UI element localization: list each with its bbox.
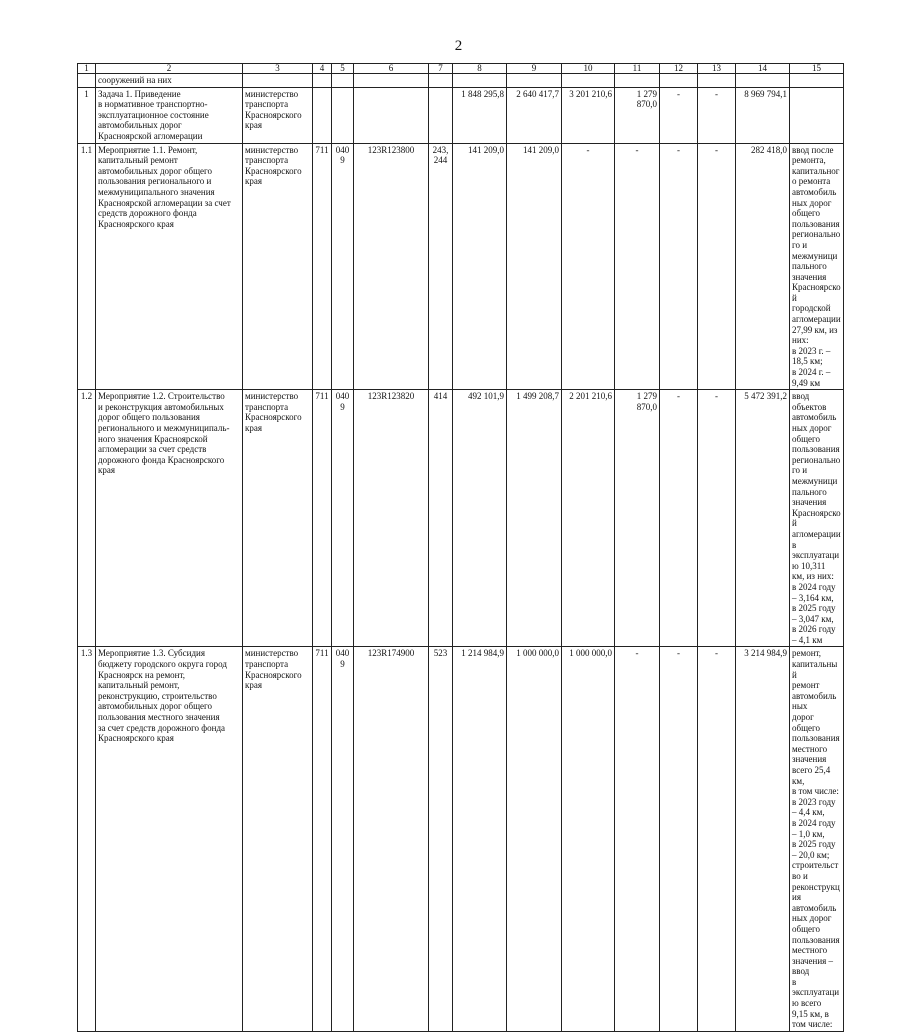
row-rzpr: 0409	[332, 390, 354, 647]
row-year-2: 2 640 417,7	[507, 87, 562, 143]
row-vr: 523	[429, 647, 453, 1031]
row-year-1: 1 214 984,9	[453, 647, 507, 1031]
row-year-1: 141 209,0	[453, 143, 507, 390]
row-rzpr: 0409	[332, 647, 354, 1031]
row-grbs: 711	[313, 647, 332, 1031]
row-year-1: 1 848 295,8	[453, 87, 507, 143]
row-number: 1.3	[78, 647, 96, 1031]
row-year-3: 3 201 210,6	[562, 87, 615, 143]
column-header: 7	[429, 64, 453, 74]
column-header: 13	[698, 64, 736, 74]
row-csr	[354, 87, 429, 143]
row-total: 282 418,0	[736, 143, 790, 390]
table-row	[78, 390, 844, 647]
row-year-6: -	[698, 143, 736, 390]
row-year-3: 1 000 000,0	[562, 647, 615, 1031]
row-title: Мероприятие 1.2. Строительство и реконструкция автомобильных дорог общего пользования регионального и межмуниципаль- ного значения Красноярской агломерации за счет средств дорожного фонда Красноярского края	[96, 390, 243, 647]
column-header: 11	[615, 64, 660, 74]
continuation-text: сооружений на них	[96, 74, 243, 88]
row-grbs: 711	[313, 390, 332, 647]
row-total: 8 969 794,1	[736, 87, 790, 143]
row-year-3: -	[562, 143, 615, 390]
row-year-5: -	[660, 390, 698, 647]
row-title: Мероприятие 1.1. Ремонт, капитальный ремонт автомобильных дорог общего пользования регионального и межмуниципального значения Красноярской агломерации за счет средств дорожного фонда Красноярского края	[96, 143, 243, 390]
row-title: Задача 1. Приведение в нормативное транспортно- эксплуатационное состояние автомобильных дорог Красноярской агломерации	[96, 87, 243, 143]
row-executor: министерство транспорта Красноярского края	[243, 390, 313, 647]
table-row	[78, 647, 844, 1031]
row-csr: 123R123820	[354, 390, 429, 647]
column-header: 1	[78, 64, 96, 74]
row-number: 1.1	[78, 143, 96, 390]
row-rzpr: 0409	[332, 143, 354, 390]
column-header: 2	[96, 64, 243, 74]
row-grbs	[313, 87, 332, 143]
row-year-2: 1 499 208,7	[507, 390, 562, 647]
row-result: ремонт, капитальный ремонт автомобильных дорог общего пользования местного значения всего 25,4 км, в том числе: в 2023 году – 4,4 км, в 2024 году – 1,0 км, в 2025 году – 20,0 км; строительство и реконструкция автомобильных дорог общего пользования местного значения – ввод в эксплуатацию всего 9,15 км, в том числе:	[790, 647, 844, 1031]
row-result: ввод объектов автомобильных дорог общего пользования регионального и межмуниципального значения Красноярской агломерации в эксплуатацию 10,311 км, из них: в 2024 году – 3,164 км, в 2025 году – 3,047 км, в 2026 году – 4,1 км	[790, 390, 844, 647]
column-header: 6	[354, 64, 429, 74]
row-year-4: 1 279 870,0	[615, 390, 660, 647]
row-year-6: -	[698, 647, 736, 1031]
row-number: 1.2	[78, 390, 96, 647]
row-result: ввод после ремонта, капитального ремонта автомобильных дорог общего пользования регионального и межмуниципального значения Красноярской городской агломерации 27,99 км, из них: в 2023 г. – 18,5 км; в 2024 г. – 9,49 км	[790, 143, 844, 390]
row-year-4: -	[615, 143, 660, 390]
column-header: 4	[313, 64, 332, 74]
row-year-5: -	[660, 647, 698, 1031]
row-number: 1	[78, 87, 96, 143]
row-grbs: 711	[313, 143, 332, 390]
program-activities-table	[77, 63, 844, 1032]
row-vr	[429, 87, 453, 143]
column-header: 15	[790, 64, 844, 74]
table-row	[78, 143, 844, 390]
row-year-3: 2 201 210,6	[562, 390, 615, 647]
row-vr: 414	[429, 390, 453, 647]
column-header: 12	[660, 64, 698, 74]
row-year-5: -	[660, 143, 698, 390]
column-header: 3	[243, 64, 313, 74]
column-header: 9	[507, 64, 562, 74]
column-header: 5	[332, 64, 354, 74]
column-header: 14	[736, 64, 790, 74]
row-year-1: 492 101,9	[453, 390, 507, 647]
column-number-row	[78, 64, 844, 74]
table-row	[78, 87, 844, 143]
row-rzpr	[332, 87, 354, 143]
column-header: 10	[562, 64, 615, 74]
row-year-2: 1 000 000,0	[507, 647, 562, 1031]
row-year-2: 141 209,0	[507, 143, 562, 390]
row-title: Мероприятие 1.3. Субсидия бюджету городского округа город Красноярск на ремонт, капитальный ремонт, реконструкцию, строительство автомобильных дорог общего пользования местного значения за счет средств дорожного фонда Красноярского края	[96, 647, 243, 1031]
row-executor: министерство транспорта Красноярского края	[243, 87, 313, 143]
row-vr: 243, 244	[429, 143, 453, 390]
continuation-row	[78, 74, 844, 88]
row-csr: 123R123800	[354, 143, 429, 390]
column-header: 8	[453, 64, 507, 74]
row-executor: министерство транспорта Красноярского края	[243, 143, 313, 390]
page-number: 2	[454, 38, 463, 54]
row-total: 3 214 984,9	[736, 647, 790, 1031]
row-csr: 123R174900	[354, 647, 429, 1031]
row-year-6: -	[698, 87, 736, 143]
row-year-4: -	[615, 647, 660, 1031]
row-year-6: -	[698, 390, 736, 647]
row-year-5: -	[660, 87, 698, 143]
row-executor: министерство транспорта Красноярского края	[243, 647, 313, 1031]
row-year-4: 1 279 870,0	[615, 87, 660, 143]
row-result	[790, 87, 844, 143]
row-total: 5 472 391,2	[736, 390, 790, 647]
